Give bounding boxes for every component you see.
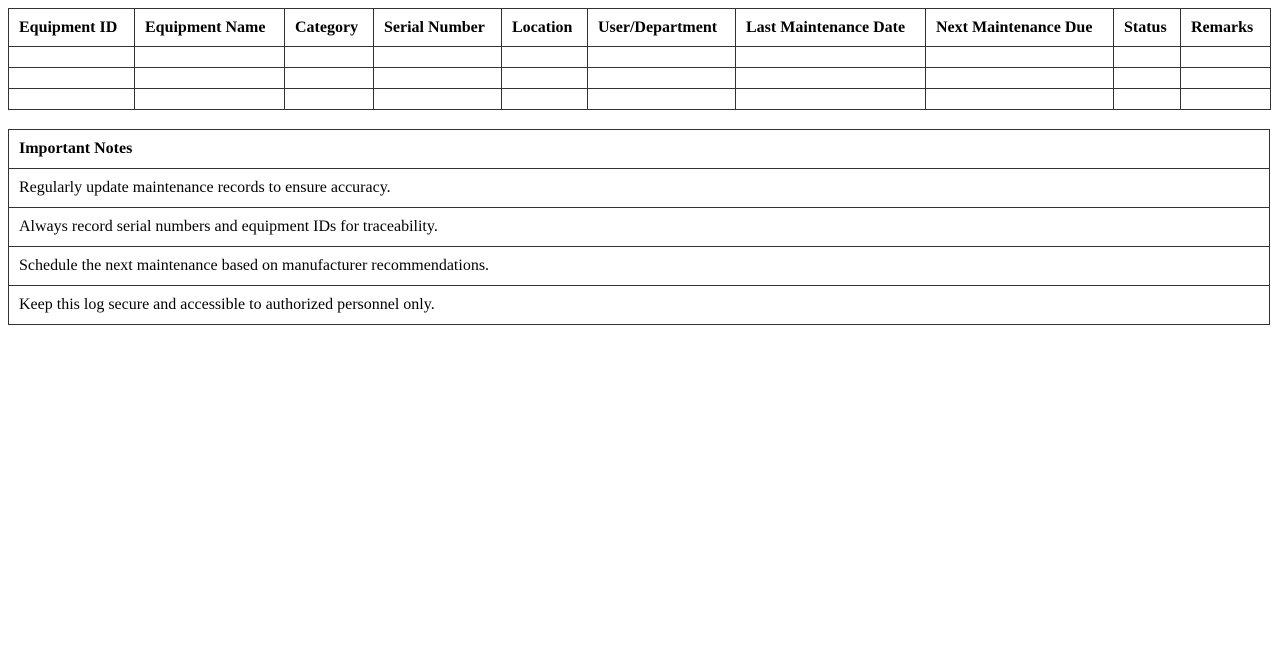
table-cell <box>502 47 588 68</box>
table-cell <box>502 68 588 89</box>
table-cell <box>9 68 135 89</box>
note-row <box>9 247 1270 286</box>
column-header-equipment-id: Equipment ID <box>9 9 135 47</box>
notes-title: Important Notes <box>9 130 1270 169</box>
table-cell <box>1181 68 1271 89</box>
column-header-category: Category <box>285 9 374 47</box>
column-header-location: Location <box>502 9 588 47</box>
table-cell <box>926 47 1114 68</box>
equipment-log-body <box>9 47 1271 110</box>
important-notes-table <box>8 129 1270 325</box>
header-row <box>9 9 1271 47</box>
equipment-log-table <box>8 8 1271 110</box>
table-cell <box>588 47 736 68</box>
note-text: Always record serial numbers and equipment IDs for traceability. <box>9 208 1270 247</box>
column-header-user-department: User/Department <box>588 9 736 47</box>
note-row <box>9 169 1270 208</box>
column-header-serial-number: Serial Number <box>374 9 502 47</box>
note-row <box>9 208 1270 247</box>
table-cell <box>588 89 736 110</box>
column-header-last-maintenance-date: Last Maintenance Date <box>736 9 926 47</box>
column-header-status: Status <box>1114 9 1181 47</box>
equipment-log-header <box>9 9 1271 47</box>
table-row <box>9 89 1271 110</box>
table-cell <box>1181 89 1271 110</box>
table-cell <box>1181 47 1271 68</box>
table-cell <box>9 89 135 110</box>
table-cell <box>374 68 502 89</box>
table-cell <box>285 68 374 89</box>
table-cell <box>588 68 736 89</box>
table-cell <box>926 89 1114 110</box>
table-cell <box>1114 68 1181 89</box>
table-cell <box>135 68 285 89</box>
table-cell <box>135 89 285 110</box>
table-cell <box>1114 47 1181 68</box>
note-text: Regularly update maintenance records to ensure accuracy. <box>9 169 1270 208</box>
table-cell <box>285 47 374 68</box>
column-header-remarks: Remarks <box>1181 9 1271 47</box>
notes-header-row <box>9 130 1270 169</box>
table-cell <box>374 47 502 68</box>
table-cell <box>135 47 285 68</box>
table-cell <box>9 47 135 68</box>
table-cell <box>736 47 926 68</box>
table-cell <box>1114 89 1181 110</box>
table-cell <box>374 89 502 110</box>
note-text: Schedule the next maintenance based on manufacturer recommendations. <box>9 247 1270 286</box>
column-header-equipment-name: Equipment Name <box>135 9 285 47</box>
table-row <box>9 47 1271 68</box>
notes-body <box>9 169 1270 325</box>
column-header-next-maintenance-due: Next Maintenance Due <box>926 9 1114 47</box>
table-cell <box>926 68 1114 89</box>
table-cell <box>502 89 588 110</box>
table-cell <box>285 89 374 110</box>
note-row <box>9 286 1270 325</box>
table-row <box>9 68 1271 89</box>
table-cell <box>736 68 926 89</box>
note-text: Keep this log secure and accessible to authorized personnel only. <box>9 286 1270 325</box>
table-cell <box>736 89 926 110</box>
